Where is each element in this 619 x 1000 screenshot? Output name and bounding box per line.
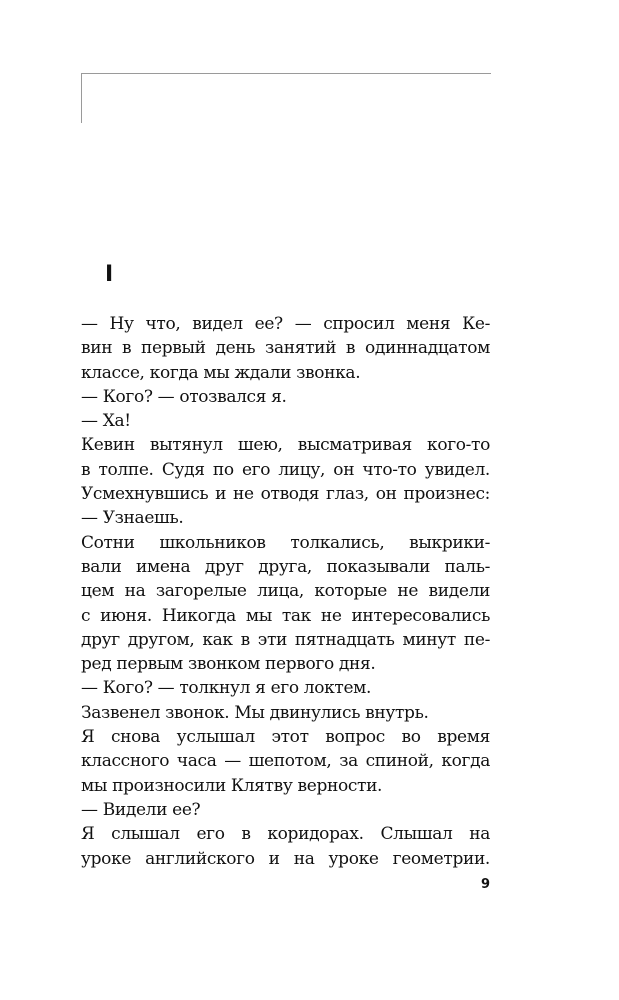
text-line: — Кого? — толкнул я его локтем. — [81, 678, 372, 699]
text-line: Сотни школьников толкались, выкрики- — [81, 532, 490, 553]
text-line: Усмехнувшись и не отводя глаз, он произнес: — [81, 484, 490, 505]
text-line: Кевин вытянул шею, высматривая кого-то — [81, 435, 490, 456]
header-rule-vertical — [81, 73, 82, 123]
text-line: уроке английского и на уроке геометрии. — [81, 848, 490, 869]
text-line: — Узнаешь. — [81, 508, 184, 529]
text-line: — Кого? — отозвался я. — [81, 386, 287, 407]
body-text — [81, 312, 490, 871]
text-line: цем на загорелые лица, которые не видели — [81, 581, 490, 602]
text-line: мы произносили Клятву верности. — [81, 775, 383, 796]
text-line: классного часа — шепотом, за спиной, когда — [81, 751, 490, 772]
text-line: классе, когда мы ждали звонка. — [81, 362, 361, 383]
text-line: Зазвенел звонок. Мы двинулись внутрь. — [81, 702, 429, 723]
header-rule-horizontal — [81, 73, 491, 74]
text-line: в толпе. Судя по его лицу, он что-то увидел. — [81, 459, 490, 480]
text-line: Я снова услышал этот вопрос во время — [81, 727, 490, 748]
text-line: ред первым звонком первого дня. — [81, 654, 376, 675]
text-line: вин в первый день занятий в одиннадцатом — [81, 338, 490, 359]
text-line: вали имена друг друга, показывали паль- — [81, 556, 490, 577]
text-line: друг другом, как в эти пятнадцать минут пе- — [81, 629, 490, 650]
text-line: — Видели ее? — [81, 799, 201, 820]
text-line: — Ха! — [81, 411, 131, 432]
chapter-number: I — [105, 262, 114, 287]
text-line: Я слышал его в коридорах. Слышал на — [81, 824, 490, 845]
text-line: с июня. Никогда мы так не интересовались — [81, 605, 490, 626]
text-line: — Ну что, видел ее? — спросил меня Ке- — [81, 314, 490, 334]
page-number: 9 — [480, 877, 490, 892]
